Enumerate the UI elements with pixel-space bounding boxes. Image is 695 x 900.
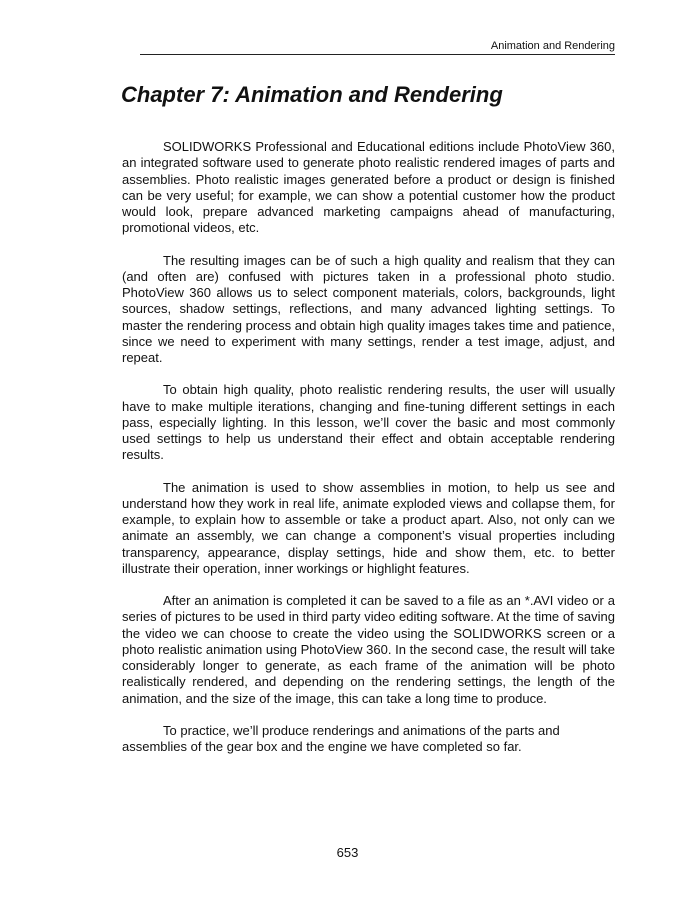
- running-header: [140, 39, 615, 55]
- paragraph-animation: The animation is used to show assemblies in motion, to help us see and understand how they work in real life, animate exploded views and collapse them, for example, to explain how to assemble or take a product apart. Also, not only can we animate an assembly, we can change a component’s visual properties including transparency, appearance, display settings, hide and show them, etc. to better illustrate their operation, inner workings or highlight features.: [122, 479, 615, 576]
- paragraph-intro: SOLIDWORKS Professional and Educational editions include PhotoView 360, an integrated software used to generate photo realistic rendered images of parts and assemblies. Photo realistic images generated before a product or design is finished can be very useful; for example, we can show a potential customer how the product would look, prepare advanced marketing campaigns ahead of manufacturing, promotional videos, etc.: [122, 139, 615, 236]
- paragraph-image-quality: The resulting images can be of such a high quality and realism that they can (and often are) confused with pictures taken in a professional photo studio. PhotoView 360 allows us to select component materials, colors, backgrounds, light sources, shadow settings, reflections, and many advanced lighting settings. To master the rendering process and obtain high quality images takes time and patience, since we need to experiment with many settings, render a test image, adjust, and repeat.: [122, 252, 615, 365]
- paragraph-practice: To practice, we’ll produce renderings and animations of the parts and assemblies of the gear box and the engine we have completed so far.: [122, 722, 560, 754]
- paragraph-saving-video: After an animation is completed it can be saved to a file as an *.AVI video or a series of pictures to be used in third party video editing software. At the time of saving the video we can choose to create the video using the SOLIDWORKS screen or a photo realistic animation using PhotoView 360. In the second case, the result will take considerably longer to generate, as each frame of the animation will be photo realistically rendered, and depending on the rendering settings, the length of the animation, and the size of the image, this can take a long time to produce.: [122, 593, 615, 706]
- paragraph-iterations: To obtain high quality, photo realistic rendering results, the user will usually have to make multiple iterations, changing and fine-tuning different settings in each pass, especially lighting. In this lesson, we’ll cover the basic and most commonly used settings to help us understand their effect and obtain acceptable rendering results.: [122, 382, 615, 463]
- running-header-title: Animation and Rendering: [490, 40, 615, 52]
- page-number: 653: [336, 845, 359, 860]
- chapter-title: Chapter 7: Animation and Rendering: [121, 82, 503, 107]
- body-text: [122, 139, 615, 771]
